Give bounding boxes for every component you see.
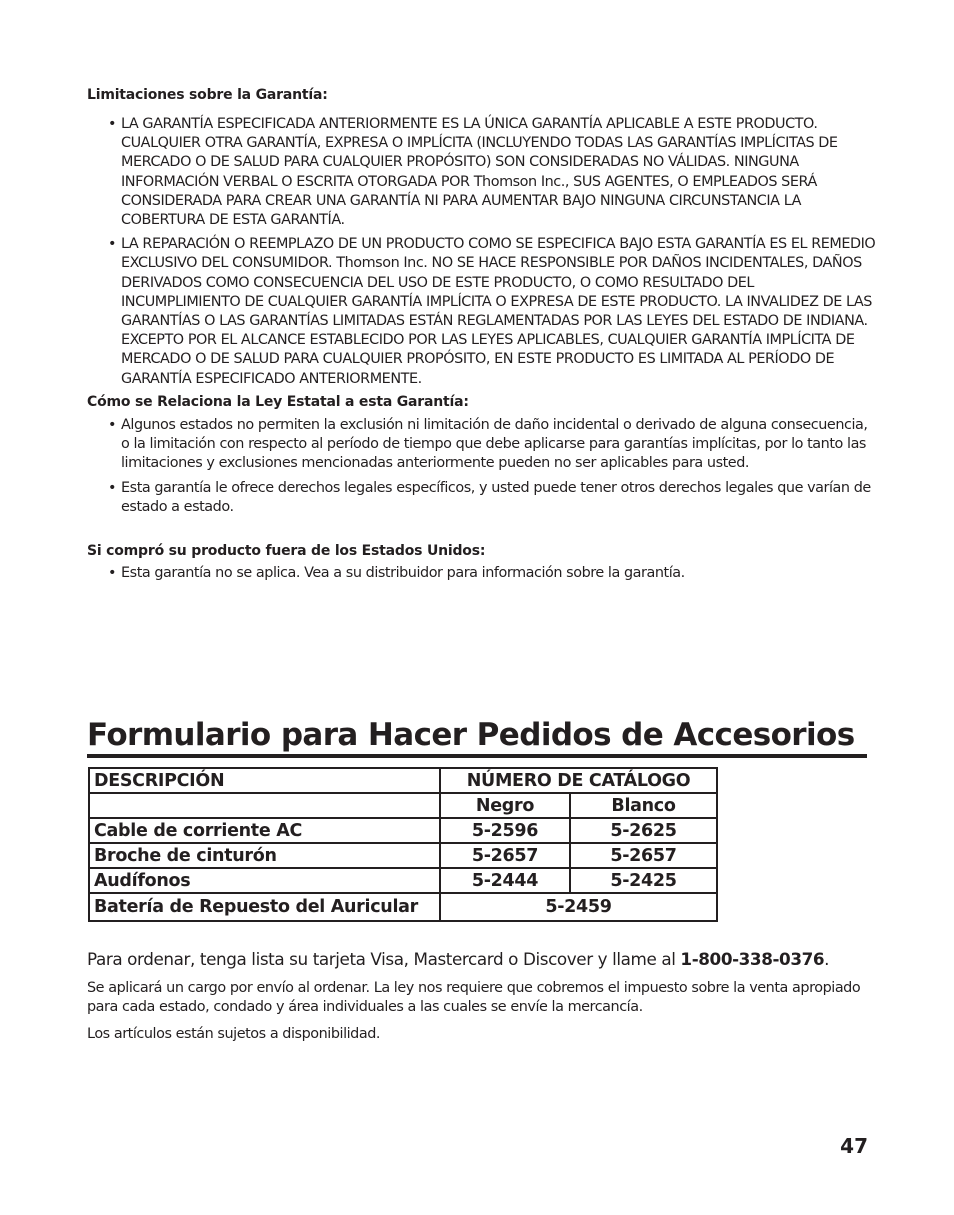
row-description: Cable de corriente AC (89, 818, 440, 843)
list-item (87, 479, 877, 517)
outside-us-heading: Si compró su producto fuera de los Estados Unidos: (87, 543, 486, 559)
bullet-icon: • (108, 116, 117, 132)
bullet-icon: • (108, 236, 117, 253)
bullet-icon: • (108, 417, 117, 433)
accessories-table (88, 767, 718, 922)
order-period: . (824, 949, 830, 969)
list-item (87, 235, 877, 389)
page-number: 47 (840, 1134, 868, 1158)
table-row (89, 843, 717, 868)
list-item (87, 416, 877, 474)
bullet-icon: • (108, 565, 117, 581)
table-subheader-row (89, 793, 717, 818)
table-header-row (89, 768, 717, 793)
list-item-text: Esta garantía no se aplica. Vea a su distribuidor para información sobre la garantía. (121, 565, 685, 581)
row-description: Audífonos (89, 868, 440, 893)
table-row (89, 868, 717, 893)
limitations-section (87, 87, 877, 389)
order-text: Para ordenar, tenga lista su tarjeta Visa, Mastercard o Discover y llame al (87, 949, 681, 969)
table-row (89, 893, 717, 921)
empty-cell (89, 793, 440, 818)
state-law-heading: Cómo se Relaciona la Ley Estatal a esta Garantía: (87, 394, 469, 410)
row-white-number: 5-2657 (570, 843, 717, 868)
limitations-list (87, 115, 877, 389)
column-header-black: Negro (440, 793, 570, 818)
row-description: Broche de cinturón (89, 843, 440, 868)
row-catalog-number: 5-2459 (440, 893, 717, 921)
list-item-text: Esta garantía le ofrece derechos legales específicos, y usted puede tener otros derechos legales que varían de estado a estado. (121, 479, 871, 515)
state-law-section (87, 394, 877, 517)
row-description: Batería de Repuesto del Auricular (89, 893, 440, 921)
list-item-text: LA GARANTÍA ESPECIFICADA ANTERIORMENTE ES LA ÚNICA GARANTÍA APLICABLE A ESTE PRODUCTO. CUALQUIER OTRA GARANTÍA, EXPRESA O IMPLÍCITA (INCLUYENDO TODAS LAS GARANTÍAS IMPLÍCITAS DE MERCADO O DE SALUD PARA CUALQUIER PROPÓSITO) SON CONSIDERADAS NO VÁLIDAS. NINGUNA INFORMACIÓN VERBAL O ESCRITA OTORGADA POR Thomson Inc., SUS AGENTES, O EMPLEADOS SERÁ CONSIDERADA PARA CREAR UNA GARANTÍA NI PARA AUMENTAR BAJO NINGUNA CIRCUNSTANCIA LA COBERTURA DE ESTA GARANTÍA. (121, 116, 838, 229)
list-item (87, 115, 877, 230)
outside-us-list (87, 564, 877, 583)
bullet-icon: • (108, 479, 117, 496)
state-law-list (87, 416, 877, 517)
row-black-number: 5-2596 (440, 818, 570, 843)
column-header-description: DESCRIPCIÓN (89, 768, 440, 793)
availability-note: Los artículos están sujetos a disponibilidad. (87, 1026, 381, 1042)
row-black-number: 5-2657 (440, 843, 570, 868)
list-item-text: LA REPARACIÓN O REEMPLAZO DE UN PRODUCTO COMO SE ESPECIFICA BAJO ESTA GARANTÍA ES EL REMEDIO EXCLUSIVO DEL CONSUMIDOR. Thomson Inc. NO SE HACE RESPONSIBLE POR DAÑOS INCIDENTALES, DAÑOS DERIVADOS COMO CONSECUENCIA DEL USO DE ESTE PRODUCTO, O COMO RESULTADO DEL INCUMPLIMIENTO DE CUALQUIER GARANTÍA IMPLÍCITA O EXPRESA DE ESTE PRODUCTO. LA INVALIDEZ DE LAS GARANTÍAS O LAS GARANTÍAS LIMITADAS ESTÁN REGLAMENTADAS POR LAS LEYES DEL ESTADO DE INDIANA. EXCEPTO POR EL ALCANCE ESTABLECIDO POR LAS LEYES APLICABLES, CUALQUIER GARANTÍA IMPLÍCITA DE MERCADO O DE SALUD PARA CUALQUIER PROPÓSITO, EN ESTE PRODUCTO ES LIMITADA AL PERÍODO DE GARANTÍA ESPECIFICADO ANTERIORMENTE. (121, 236, 876, 387)
row-white-number: 5-2425 (570, 868, 717, 893)
list-item-text: Algunos estados no permiten la exclusión ni limitación de daño incidental o derivado de alguna consecuencia, o la limitación con respecto al período de tiempo que debe aplicarse para garantías implícitas, por lo tanto las limitaciones y exclusiones mencionadas anteriormente pueden no ser aplicables para usted. (121, 417, 868, 472)
title-underline (87, 754, 867, 758)
limitations-heading: Limitaciones sobre la Garantía: (87, 87, 328, 103)
column-header-catalog: NÚMERO DE CATÁLOGO (440, 768, 717, 793)
page-title: Formulario para Hacer Pedidos de Accesorios (87, 717, 855, 753)
row-black-number: 5-2444 (440, 868, 570, 893)
order-phone-number: 1-800-338-0376 (680, 949, 825, 969)
table-row (89, 818, 717, 843)
list-item (87, 564, 877, 583)
row-white-number: 5-2625 (570, 818, 717, 843)
outside-us-section (87, 543, 877, 583)
column-header-white: Blanco (570, 793, 717, 818)
order-instructions (87, 949, 829, 969)
shipping-note: Se aplicará un cargo por envío al ordenar. La ley nos requiere que cobremos el impuesto sobre la venta apropiado para cada estado, condado y área individuales a las cuales se envíe la mercancía. (87, 980, 861, 1015)
